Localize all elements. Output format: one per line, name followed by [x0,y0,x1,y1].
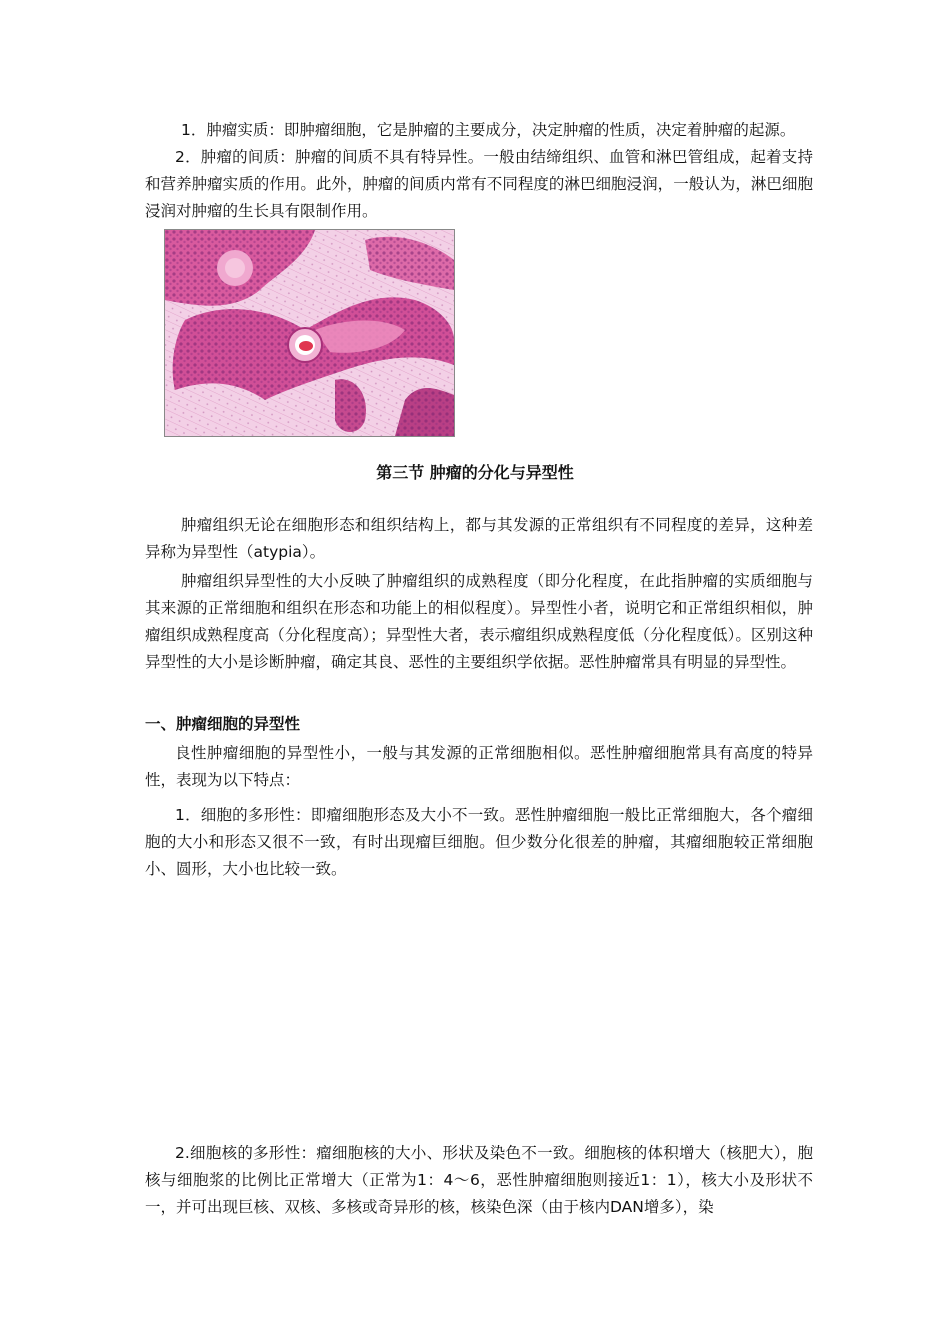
paragraph-tumor-stroma: 2．肿瘤的间质：肿瘤的间质不具有特异性。一般由结缔组织、血管和淋巴管组成，起着支持和营养肿瘤实质的作用。此外，肿瘤的间质内常有不同程度的淋巴细胞浸润，一般认为，淋巴细胞浸润对肿瘤的生长具有限制作用。 [145,148,813,220]
paragraph-cell-atypia: 良性肿瘤细胞的异型性小，一般与其发源的正常细胞相似。恶性肿瘤细胞常具有高度的特异性，表现为以下特点： [145,744,813,789]
paragraph-tumor-parenchyma: 1．肿瘤实质：即肿瘤细胞，它是肿瘤的主要成分，决定肿瘤的性质，决定着肿瘤的起源。 [181,121,796,139]
paragraph-nuclear-pleomorphism: 2.细胞核的多形性：瘤细胞核的大小、形状及染色不一致。细胞核的体积增大（核肥大），胞核与细胞浆的比例比正常增大（正常为1：4～6，恶性肿瘤细胞则接近1：1），核大小及形状不一，并可出现巨核、双核、多核或奇异形的核，核染色深（由于核内DAN增多），染 [145,1144,813,1216]
paragraph-cell-pleomorphism: 1．细胞的多形性：即瘤细胞形态及大小不一致。恶性肿瘤细胞一般比正常细胞大，各个瘤细胞的大小和形态又很不一致，有时出现瘤巨细胞。但少数分化很差的肿瘤，其瘤细胞较正常细胞小、圆形，大小也比较一致。 [145,806,813,878]
paragraph-atypia-significance: 肿瘤组织异型性的大小反映了肿瘤组织的成熟程度（即分化程度，在此指肿瘤的实质细胞与其来源的正常细胞和组织在形态和功能上的相似程度）。异型性小者，说明它和正常组织相似，肿瘤组织成熟程度高（分化程度高）；异型性大者，表示瘤组织成熟程度低（分化程度低）。区别这种异型性的大小是诊断肿瘤，确定其良、恶性的主要组织学依据。恶性肿瘤常具有明显的异型性。 [145,572,813,671]
histology-image [164,229,455,437]
histology-image-drawing [165,230,454,436]
section-title: 第三节 肿瘤的分化与异型性 [376,463,574,482]
subsection-heading: 一、肿瘤细胞的异型性 [145,715,301,733]
paragraph-atypia-definition: 肿瘤组织无论在细胞形态和组织结构上，都与其发源的正常组织有不同程度的差异，这种差异称为异型性（atypia）。 [145,516,813,561]
